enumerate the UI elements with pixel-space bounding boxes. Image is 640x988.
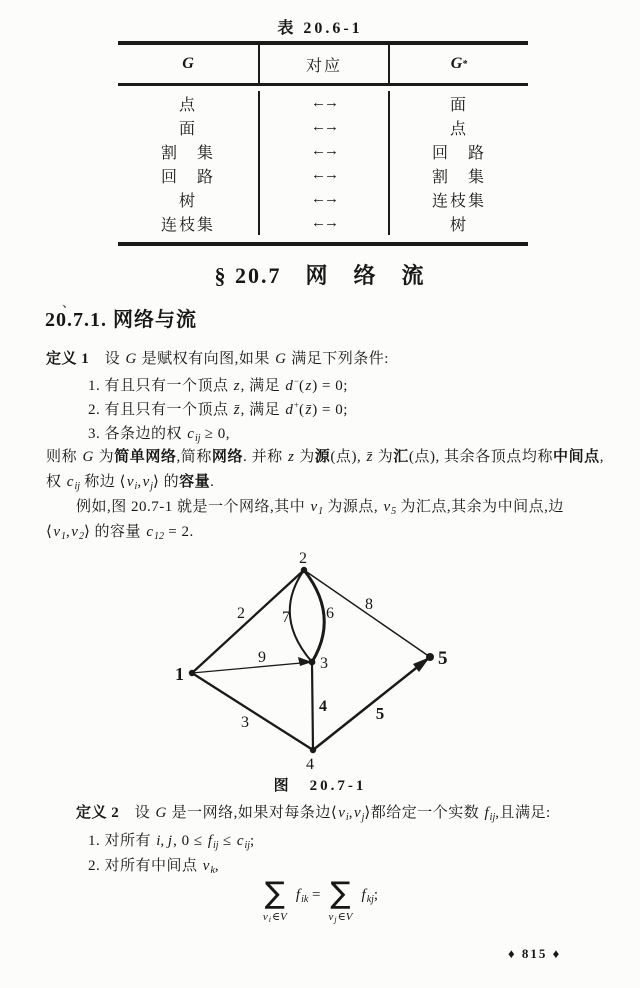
double-arrow-icon: ←→	[311, 142, 337, 159]
vertex-3-label: 3	[320, 655, 328, 672]
vertex-2-label: 2	[299, 550, 307, 567]
edge-1-4	[192, 673, 313, 750]
cell-arrow	[258, 91, 390, 115]
cell-g: 树	[178, 192, 197, 210]
summation-left	[262, 878, 288, 923]
scan-artifact: 、	[62, 295, 76, 310]
edge-3-4	[312, 662, 313, 750]
paragraph-definition-2: 定义 2 设 G 是一网络,如果对每条边$⟨v_i,v_j⟩$都给定一个实数 $f_{ij}$,且满足:	[76, 805, 551, 823]
table-header-correspondence	[258, 45, 390, 83]
table-header-g	[118, 45, 258, 83]
table-row	[118, 211, 528, 235]
double-arrow-icon: ←→	[311, 94, 337, 111]
edge-1-4-weight: 3	[241, 714, 249, 731]
edge-1-3-weight: 9	[258, 649, 266, 666]
cell-gstar: 面	[449, 96, 468, 114]
cell-arrow	[258, 139, 390, 163]
cell-g: 点	[178, 96, 197, 114]
definition-2-condition-2: 2. 对所有中间点 $v_k$,	[88, 858, 220, 876]
table-row	[118, 115, 528, 139]
cell-g: 面	[178, 120, 197, 138]
paragraph-example: 例如,图 20.7-1 就是一个网络,其中 $v_1$ 为源点, $v_5$ 为汇点,其余为中间点,边 $⟨v_1,v_2⟩$ 的容量 $c_{12} = 2$.	[46, 499, 564, 542]
edge-2-3-right-arc	[304, 570, 324, 662]
vertex-5-dot	[426, 653, 434, 661]
table-body	[118, 86, 528, 242]
double-arrow-icon: ←→	[311, 166, 337, 183]
cell-gstar: 连枝集	[431, 192, 486, 210]
definition-2-condition-1: 1. 对所有 i, j, $0 \le f_{ij} \le c_{ij}$;	[88, 833, 255, 851]
paragraph-definition-1: 定义 1 设 G 是赋权有向图,如果 G 满足下列条件:	[46, 351, 389, 367]
table-row	[118, 91, 528, 115]
vertex-4-dot	[310, 747, 316, 753]
subsection-heading: 20.7.1. 网络与流	[45, 309, 197, 331]
flow-conservation-formula	[0, 878, 640, 923]
cell-g: 割 集	[160, 144, 215, 162]
cell-g: 连枝集	[160, 216, 215, 234]
cell-gstar: 割 集	[431, 168, 486, 186]
table-row	[118, 163, 528, 187]
table-caption: 表 20.6-1	[277, 20, 363, 37]
figure-caption: 图 20.7-1	[273, 778, 367, 794]
cell-arrow	[258, 187, 390, 211]
double-arrow-icon: ←→	[311, 190, 337, 207]
cell-g: 回 路	[160, 168, 215, 186]
vertex-5-label: 5	[438, 648, 448, 669]
edge-1-3	[192, 662, 312, 673]
edge-2-3-left-weight: 7	[282, 609, 290, 626]
network-graph-figure	[0, 545, 640, 780]
table-header-gstar	[390, 45, 528, 83]
edge-2-5-weight: 8	[365, 596, 373, 613]
cell-gstar: 树	[449, 216, 468, 234]
summation-right	[328, 878, 354, 923]
cell-arrow	[258, 115, 390, 139]
formula-lhs: $f_{ik}$ =	[295, 887, 321, 905]
header-gstar-asterisk: *	[462, 58, 468, 70]
edge-1-2-weight: 2	[237, 605, 245, 622]
edge-4-5-weight: 5	[375, 704, 385, 723]
summation-left-limit: $v_i\in V$	[262, 911, 287, 924]
edge-2-3-right-weight: 6	[326, 605, 334, 622]
sigma-icon: ∑	[264, 876, 286, 911]
paragraph-network-naming: 则称 G 为简单网络,简称网络. 并称 z 为源(点), z̄ 为汇(点), 其余各顶点均称中间点,权 $c_{ij}$ 称边 $⟨v_i,v_j⟩$ 的容量.	[46, 449, 604, 492]
cell-arrow	[258, 211, 390, 235]
header-gstar-label: G	[450, 55, 463, 72]
vertex-1-label: 1	[175, 664, 184, 684]
table-header-row	[118, 45, 528, 86]
double-arrow-icon: ←→	[311, 214, 337, 231]
cell-gstar: 回 路	[431, 144, 486, 162]
summation-right-limit: $v_j\in V$	[328, 911, 353, 924]
cell-gstar: 点	[449, 120, 468, 138]
sigma-icon: ∑	[330, 876, 351, 911]
table-row	[118, 139, 528, 163]
vertex-1-dot	[189, 670, 195, 676]
double-arrow-icon: ←→	[311, 118, 337, 135]
duality-table	[118, 41, 528, 246]
edge-3-4-weight: 4	[319, 698, 327, 715]
condition-3: 3. 各条边的权 $c_{ij} \ge 0$,	[88, 426, 230, 444]
table-row	[118, 187, 528, 211]
vertex-3-dot	[309, 659, 316, 666]
condition-1: 1. 有且只有一个顶点 z, 满足 d−(z) = 0;	[88, 376, 348, 394]
section-heading: § 20.7 网 络 流	[214, 263, 426, 288]
page-number: ♦ 815 ♦	[508, 946, 562, 961]
edge-4-5	[313, 657, 430, 750]
formula-rhs: $f_{kj}$;	[361, 887, 379, 905]
cell-arrow	[258, 163, 390, 187]
vertex-4-label: 4	[306, 756, 314, 773]
edge-2-3-left-arc	[290, 570, 312, 662]
header-correspondence-label: 对应	[305, 57, 342, 75]
vertex-2-dot	[301, 567, 307, 573]
header-g-label: G	[182, 55, 194, 72]
condition-2: 2. 有且只有一个顶点 z̄, 满足 d+(z̄) = 0;	[88, 400, 348, 418]
